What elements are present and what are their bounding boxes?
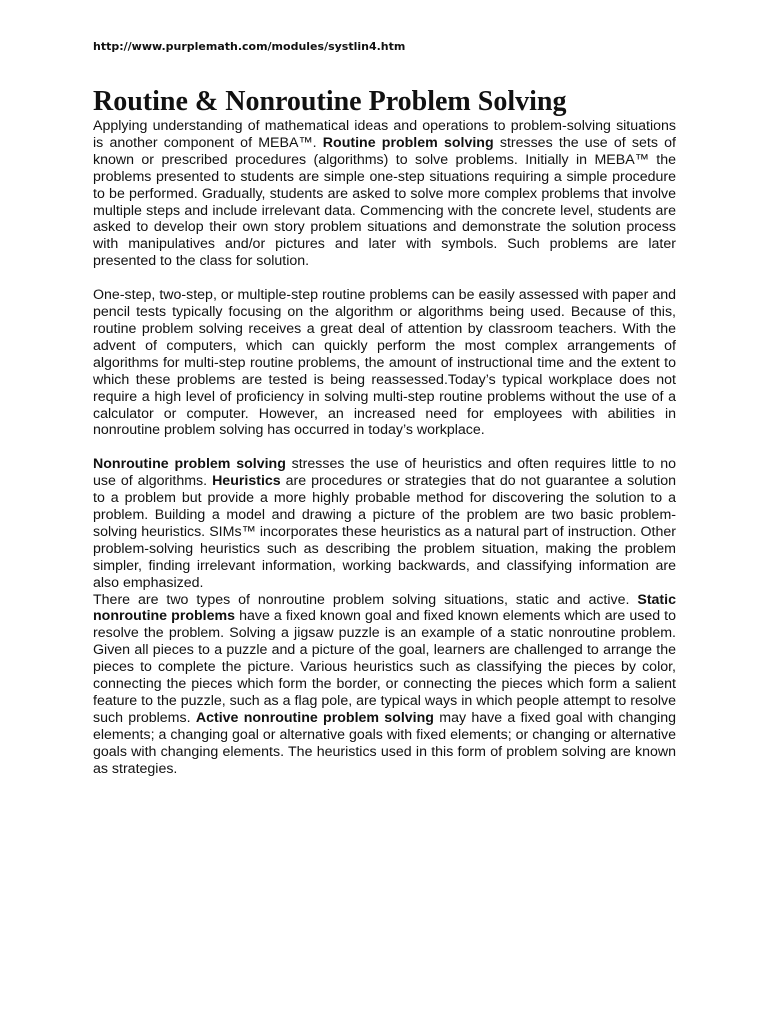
- paragraph-nonroutine-types: [93, 592, 676, 778]
- p1-text-a: Applying understanding of mathematical ideas and operations to problem-solving situations is another component of MEBA™.: [93, 118, 676, 151]
- source-url: http://www.purplemath.com/modules/systlin4.htm: [93, 40, 406, 53]
- term-heuristics: Heuristics: [212, 473, 281, 490]
- paragraph-routine-intro: [93, 118, 676, 270]
- term-active-nonroutine-problem-solving: Active nonroutine problem solving: [195, 709, 434, 726]
- paragraph-gap: [93, 270, 676, 287]
- p4-text-e: may have a fixed goal with changing elements; a changing goal or alternative goals with fixed elements; or changing or alternative goals with changing elements. The heuristics used in this form of problem solving are known as strategies.: [93, 709, 676, 777]
- page-title: Routine & Nonroutine Problem Solving: [93, 86, 567, 117]
- term-routine-problem-solving: Routine problem solving: [322, 134, 494, 151]
- paragraph-routine-assessment: One-step, two-step, or multiple-step routine problems can be easily assessed with paper and pencil tests typically focusing on the algorithm or algorithms being used. Because of this, routine problem solving receives a great deal of attention by classroom teachers. With the advent of computers, which can quickly perform the most complex arrangements of algorithms for multi-step routine problems, the amount of instructional time and the extent to which these problems are tested is being reassessed.Today’s typical workplace does not require a high level of proficiency in solving multi-step routine problems without the use of a calculator or computer. However, an increased need for employees with abilities in nonroutine problem solving has occurred in today’s workplace.: [93, 287, 676, 439]
- term-static-nonroutine-problems: Static nonroutine problems: [93, 591, 676, 625]
- paragraph-nonroutine-intro: [93, 456, 676, 591]
- p4-text-c: have a fixed known goal and fixed known elements which are used to resolve the problem. Solving a jigsaw puzzle is an example of a static nonroutine problem. Given all pieces to a puzzle and a picture of the goal, learners are challenged to arrange the pieces to complete the picture. Various heuristics such as classifying the pieces by color, connecting the pieces which form the border, or connecting the pieces which form a salient feature to the puzzle, such as a flag pole, are typical ways in which people attempt to resolve such problems.: [93, 608, 677, 726]
- term-nonroutine-problem-solving: Nonroutine problem solving: [93, 456, 286, 473]
- p1-text-c: stresses the use of sets of known or prescribed procedures (algorithms) to solve problems. Initially in MEBA™ the problems presented to students are simple one-step situations requiring a simple procedure to be performed. Gradually, students are asked to solve more complex problems that involve multiple steps and include irrelevant data. Commencing with the concrete level, students are asked to develop their own story problem situations and demonstrate the solution process with manipulatives and/or pictures and later with symbols. Such problems are later presented to the class for solution.: [93, 134, 676, 270]
- p4-text-a: There are two types of nonroutine problem solving situations, static and active.: [93, 591, 638, 608]
- paragraph-gap: [93, 439, 676, 456]
- p3-text-b: stresses the use of heuristics and often requires little to no use of algorithms.: [93, 456, 676, 490]
- p3-text-d: are procedures or strategies that do not guarantee a solution to a problem but provide a more highly probable method for discovering the solution to a problem. Building a model and drawing a picture of the problem are two basic problem-solving heuristics. SIMs™ incorporates these heuristics as a natural part of instruction. Other problem-solving heuristics such as describing the problem situation, making the problem simpler, finding irrelevant information, working backwards, and classifying information are also emphasized.: [93, 473, 677, 591]
- document-page: [93, 40, 676, 778]
